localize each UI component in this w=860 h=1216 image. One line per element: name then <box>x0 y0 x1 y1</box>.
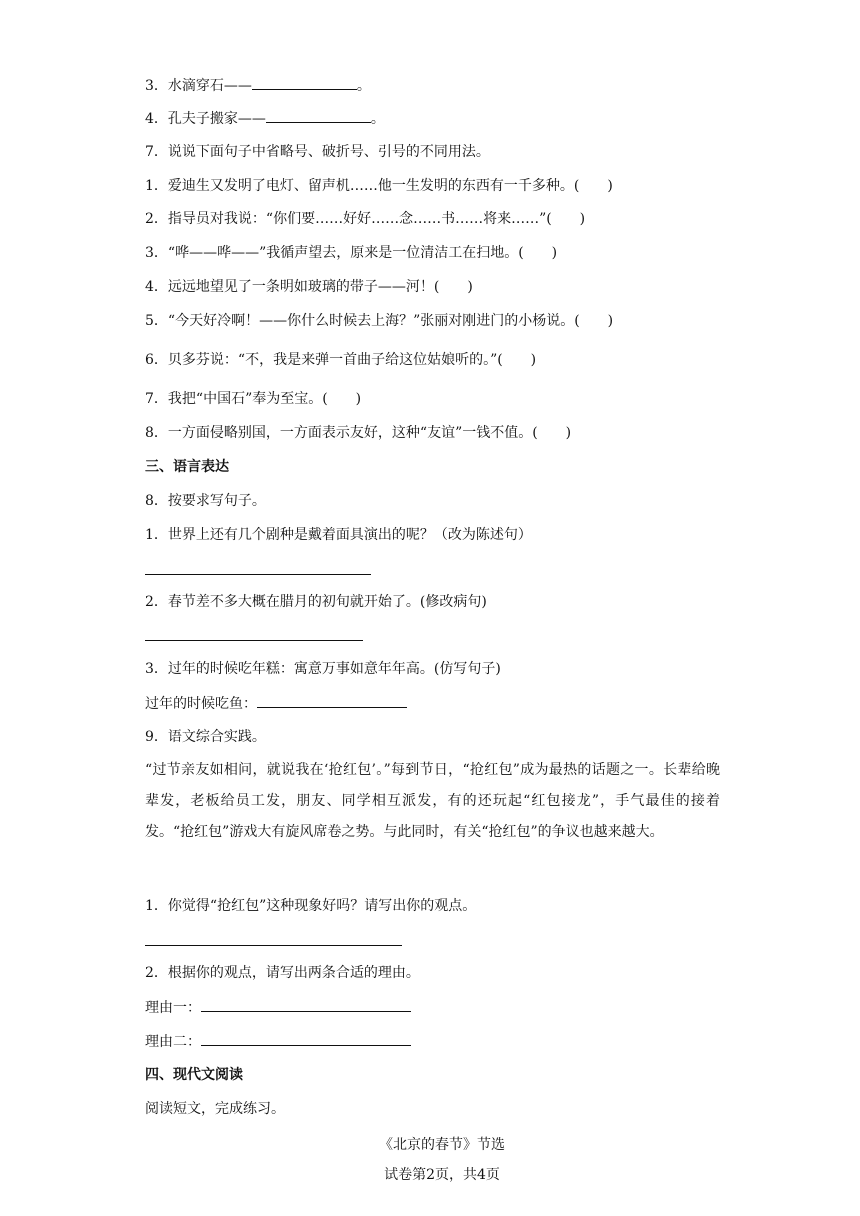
question-line <box>145 109 385 128</box>
question-item: 1．你觉得“抢红包”这种现象好吗？请写出你的观点。 <box>145 898 477 914</box>
answer-blank[interactable] <box>201 1032 411 1046</box>
question-item: 2．根据你的观点，请写出两条合适的理由。 <box>145 965 420 981</box>
answer-blank[interactable] <box>266 109 371 123</box>
question-item: 1．爱迪生又发明了电灯、留声机……他一生发明的东西有一千多种。( ) <box>145 178 613 194</box>
question-item: 7．我把“中国石”奉为至宝。( ) <box>145 391 362 407</box>
answer-line[interactable] <box>145 945 402 946</box>
question-item: 5．“今天好冷啊！——你什么时候去上海？”张丽对刚进门的小杨说。( ) <box>145 313 614 329</box>
answer-blank[interactable] <box>257 694 407 708</box>
passage-title: 《北京的春节》节选 <box>379 1137 505 1153</box>
section-heading: 四、现代文阅读 <box>145 1067 243 1083</box>
question-text: 4．孔夫子搬家—— <box>145 111 266 127</box>
passage-paragraph: “过节亲友如相问，就说我在‘抢红包’。”每到节日，“抢红包”成为最热的话题之一。长辈给晚辈发，老板给员工发，朋友、同学相互派发，有的还玩起“红包接龙”，手气最佳的接着发。“抢红包”游戏大有旋风席卷之势。与此同时，有关“抢红包”的争议也越来越大。 <box>145 762 720 840</box>
question-item: 3．“哗——哗——”我循声望去，原来是一位清洁工在扫地。( ) <box>145 245 558 261</box>
question-heading: 7．说说下面句子中省略号、破折号、引号的不同用法。 <box>145 144 490 160</box>
question-text: 。 <box>356 78 371 94</box>
answer-line[interactable] <box>145 574 371 575</box>
question-line <box>145 1032 411 1051</box>
question-text: 3．水滴穿石—— <box>145 78 252 94</box>
question-line <box>145 998 411 1017</box>
question-item: 3．过年的时候吃年糕：寓意万事如意年年高。(仿写句子) <box>145 661 501 677</box>
page-footer: 试卷第2页，共4页 <box>384 1167 500 1183</box>
question-heading: 8．按要求写句子。 <box>145 493 266 509</box>
instruction-text: 阅读短文，完成练习。 <box>145 1101 285 1117</box>
question-text: 理由一： <box>145 1000 201 1016</box>
question-item: 8．一方面侵略别国，一方面表示友好，这种“友谊”一钱不值。( ) <box>145 425 572 441</box>
question-line <box>145 76 371 95</box>
section-heading: 三、语言表达 <box>145 459 229 475</box>
question-item: 4．远远地望见了一条明如玻璃的带子——河！( ) <box>145 279 473 295</box>
question-item: 2．指导员对我说：“你们要……好好……念……书……将来……”( ) <box>145 211 586 227</box>
answer-blank[interactable] <box>252 76 357 90</box>
question-heading: 9．语文综合实践。 <box>145 729 266 745</box>
question-text: 。 <box>370 111 385 127</box>
question-line <box>145 694 407 713</box>
question-text: 过年的时候吃鱼： <box>145 696 257 712</box>
answer-line[interactable] <box>145 640 363 641</box>
answer-blank[interactable] <box>201 998 411 1012</box>
question-text: 理由二： <box>145 1034 201 1050</box>
question-item: 1．世界上还有几个剧种是戴着面具演出的呢？（改为陈述句） <box>145 527 532 543</box>
question-item: 6．贝多芬说：“不，我是来弹一首曲子给这位姑娘听的。”( ) <box>145 352 537 368</box>
question-item: 2．春节差不多大概在腊月的初旬就开始了。(修改病句) <box>145 594 487 610</box>
